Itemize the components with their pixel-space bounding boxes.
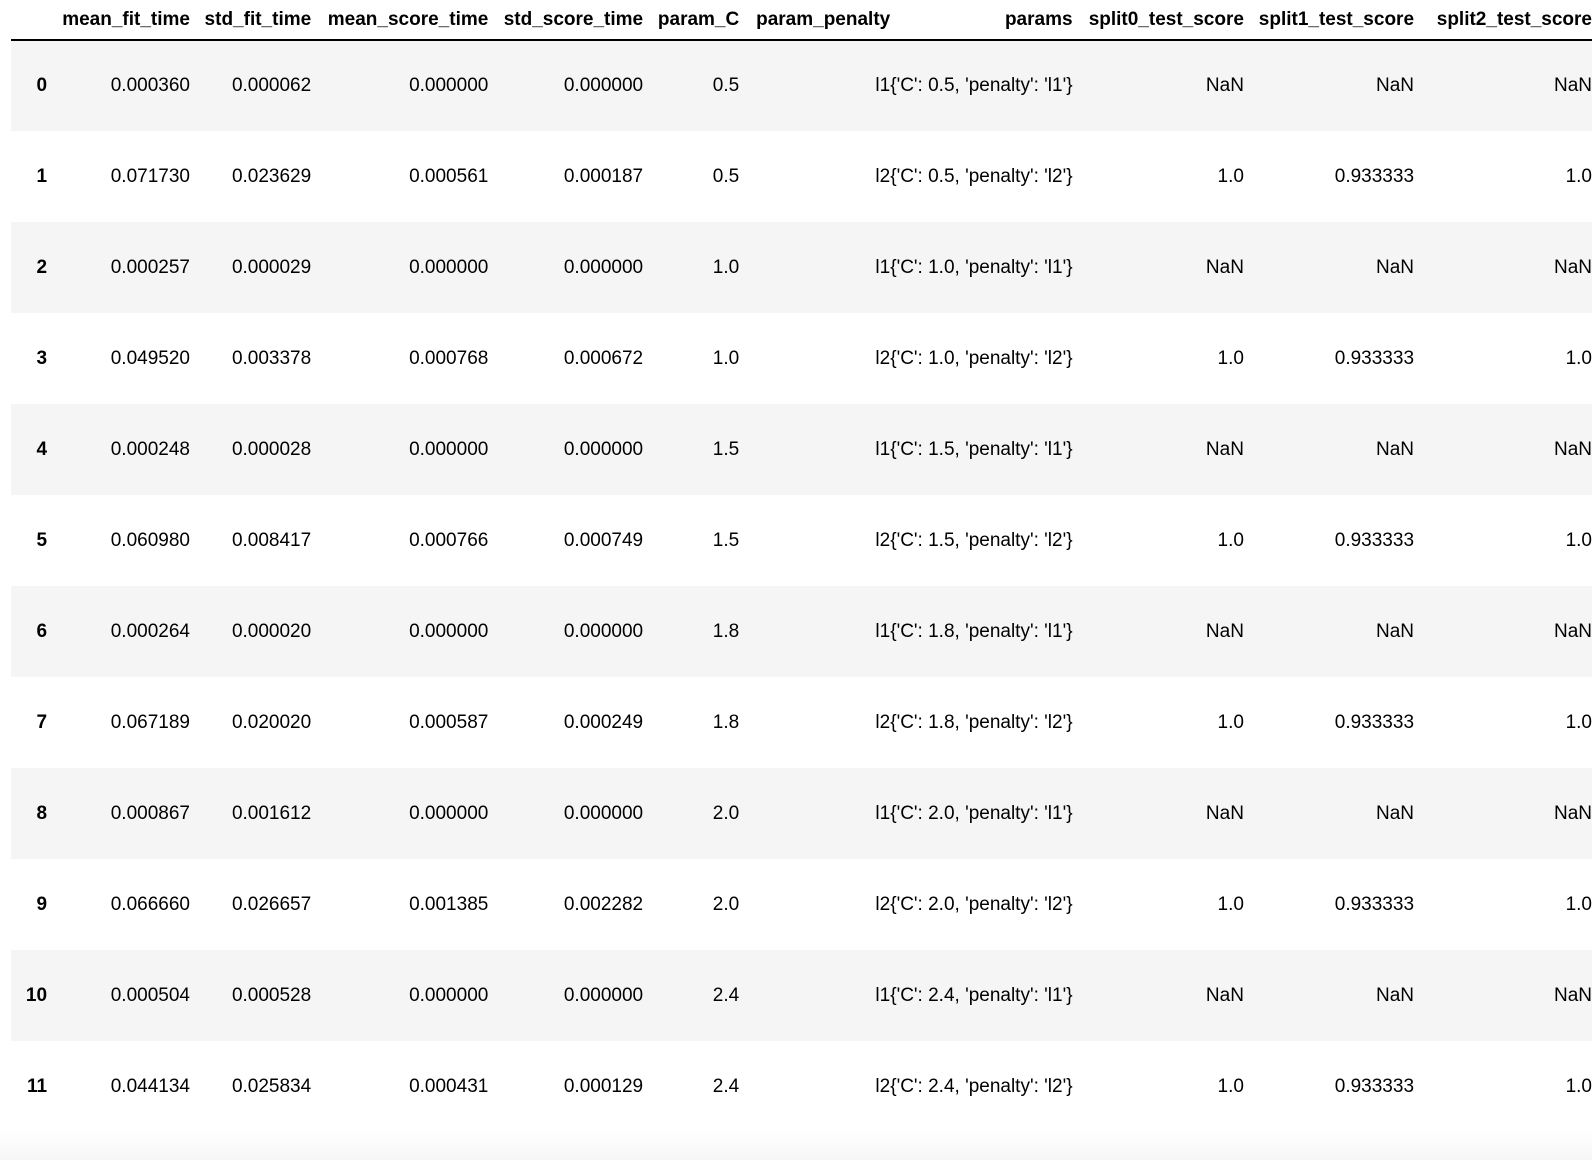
table-cell: l2	[875, 529, 891, 551]
table-cell: 0.000187	[563, 165, 644, 187]
table-cell: 0.025834	[231, 1075, 312, 1097]
table-cell: 0.000504	[110, 984, 190, 1006]
table-cell: 1.0	[1565, 893, 1592, 915]
table-cell: 1.0	[1217, 711, 1244, 733]
table-cell: NaN	[1553, 620, 1592, 642]
table-cell: 0.000587	[409, 711, 489, 733]
table-cell: NaN	[1205, 256, 1244, 278]
table-cell: 0.000248	[110, 438, 190, 460]
table-cell: 0.003378	[231, 347, 312, 369]
column-header: mean_fit_time	[47, 0, 190, 40]
table-cell: NaN	[1205, 802, 1244, 824]
table-cell: 1.0	[1565, 347, 1592, 369]
column-header: params	[890, 0, 1072, 40]
table-cell: 1.0	[1217, 165, 1244, 187]
table-cell: 0.000028	[231, 438, 312, 460]
table-cell: 0.001385	[409, 893, 489, 915]
table-cell: l1	[875, 75, 891, 96]
row-index: 1	[36, 165, 48, 187]
table-cell: 2.0	[712, 893, 740, 915]
table-cell: 0.000000	[563, 802, 644, 824]
table-cell: 1.0	[1217, 893, 1244, 915]
table-cell: 0.000020	[231, 620, 312, 642]
table-cell: 0.000264	[110, 620, 190, 642]
table-cell: 0.000561	[409, 165, 489, 187]
params-cell: {'C': 1.0, 'penalty': 'l1'}	[890, 256, 1073, 278]
table-cell: 0.000000	[563, 438, 644, 460]
table-cell: NaN	[1205, 984, 1244, 1006]
table-cell: 1.0	[1565, 529, 1592, 551]
table-cell: 1.0	[712, 256, 740, 278]
table-cell: 1.0	[1217, 347, 1244, 369]
table-cell: 0.000257	[110, 256, 190, 278]
params-cell: {'C': 0.5, 'penalty': 'l1'}	[890, 75, 1073, 96]
table-row	[11, 313, 1592, 404]
table-cell: 0.000749	[563, 529, 644, 551]
table-cell: 0.000672	[563, 347, 644, 369]
table-cell: 0.008417	[231, 529, 312, 551]
column-header: split1_test_score	[1244, 0, 1414, 40]
table-cell: 0.933333	[1334, 529, 1415, 551]
table-cell: l2	[875, 347, 891, 369]
table-row	[11, 131, 1592, 222]
params-cell: {'C': 0.5, 'penalty': 'l2'}	[890, 165, 1073, 187]
table-cell: 0.933333	[1334, 711, 1415, 733]
table-cell: NaN	[1376, 438, 1415, 460]
table-cell: 0.000000	[563, 620, 644, 642]
table-cell: NaN	[1553, 438, 1592, 460]
table-cell: 1.8	[712, 711, 740, 733]
table-cell: 0.000000	[409, 256, 489, 278]
table-row	[11, 768, 1592, 859]
table-cell: 1.5	[712, 438, 740, 460]
table-cell: 1.0	[1565, 711, 1592, 733]
row-index: 4	[36, 438, 48, 460]
table-cell: 2.4	[712, 1075, 740, 1097]
table-cell: 2.0	[712, 802, 740, 824]
table-cell: l1	[875, 256, 891, 278]
table-cell: NaN	[1376, 984, 1415, 1006]
table-cell: l1	[875, 620, 891, 642]
column-header: split2_test_score	[1414, 0, 1592, 40]
table-cell: NaN	[1376, 802, 1415, 824]
row-index: 5	[36, 529, 48, 551]
table-cell: 0.000000	[409, 438, 489, 460]
table-cell: 0.000000	[409, 802, 489, 824]
table-cell: 0.5	[712, 165, 740, 187]
index-header	[11, 0, 47, 40]
table-cell: l1	[875, 984, 891, 1006]
table-cell: 0.933333	[1334, 165, 1415, 187]
table-cell: NaN	[1553, 984, 1592, 1006]
table-body	[11, 40, 1592, 1132]
scroll-fade	[0, 1130, 1592, 1160]
table-cell: 0.000000	[563, 75, 644, 96]
params-cell: {'C': 2.0, 'penalty': 'l2'}	[890, 893, 1073, 915]
table-row	[11, 950, 1592, 1041]
table-row	[11, 677, 1592, 768]
table-cell: 0.000431	[409, 1075, 489, 1097]
table-cell: 0.000000	[409, 620, 489, 642]
table-cell: 0.000000	[563, 984, 644, 1006]
params-cell: {'C': 1.5, 'penalty': 'l1'}	[890, 438, 1073, 460]
table-cell: 0.001612	[231, 802, 312, 824]
table-cell: 0.000249	[563, 711, 644, 733]
column-header: mean_score_time	[311, 0, 488, 40]
row-index: 7	[36, 711, 48, 733]
table-cell: 0.002282	[563, 893, 644, 915]
params-cell: {'C': 2.0, 'penalty': 'l1'}	[890, 802, 1073, 824]
table-cell: l2	[875, 1075, 891, 1097]
table-cell: 0.000000	[409, 984, 489, 1006]
column-header: std_score_time	[488, 0, 643, 40]
dataframe-table	[11, 0, 1592, 1132]
column-header: split0_test_score	[1073, 0, 1244, 40]
table-cell: l2	[875, 893, 891, 915]
table-cell: NaN	[1553, 75, 1592, 96]
table-cell: 0.933333	[1334, 1075, 1415, 1097]
table-cell: NaN	[1205, 438, 1244, 460]
table-row	[11, 859, 1592, 950]
row-index: 6	[36, 620, 48, 642]
table-row	[11, 404, 1592, 495]
table-cell: 1.0	[1565, 165, 1592, 187]
params-cell: {'C': 2.4, 'penalty': 'l1'}	[890, 984, 1073, 1006]
row-index: 10	[25, 984, 48, 1006]
table-cell: 1.0	[1217, 1075, 1244, 1097]
table-cell: 2.4	[712, 984, 740, 1006]
table-cell: NaN	[1553, 256, 1592, 278]
table-cell: l1	[875, 802, 891, 824]
table-cell: l1	[875, 438, 891, 460]
table-cell: NaN	[1376, 75, 1415, 96]
table-row	[11, 586, 1592, 677]
row-index: 11	[26, 1075, 48, 1097]
table-cell: 0.044134	[110, 1075, 190, 1097]
params-cell: {'C': 1.5, 'penalty': 'l2'}	[890, 529, 1073, 551]
table-cell: 0.933333	[1334, 347, 1415, 369]
column-header: std_fit_time	[190, 0, 311, 40]
table-cell: 0.020020	[231, 711, 312, 733]
table-cell: 0.049520	[110, 347, 190, 369]
table-cell: 0.000768	[409, 347, 489, 369]
table-cell: 0.000000	[563, 256, 644, 278]
table-cell: 1.8	[712, 620, 740, 642]
table-cell: NaN	[1553, 802, 1592, 824]
table-cell: 0.000867	[110, 802, 190, 824]
table-cell: NaN	[1205, 75, 1244, 96]
table-cell: 0.000129	[563, 1075, 644, 1097]
table-row	[11, 1041, 1592, 1132]
table-row	[11, 495, 1592, 586]
table-cell: 0.000360	[110, 75, 190, 96]
row-index: 2	[36, 256, 48, 278]
table-cell: NaN	[1205, 620, 1244, 642]
table-cell: NaN	[1376, 256, 1415, 278]
params-cell: {'C': 1.0, 'penalty': 'l2'}	[890, 347, 1073, 369]
table-cell: 0.026657	[231, 893, 312, 915]
table-cell: 0.000000	[409, 75, 489, 96]
table-cell: 1.5	[712, 529, 740, 551]
table-cell: 0.023629	[231, 165, 312, 187]
table-cell: 0.067189	[110, 711, 190, 733]
table-cell: 0.000528	[231, 984, 312, 1006]
table-cell: NaN	[1376, 620, 1415, 642]
table-row	[11, 40, 1592, 131]
row-index: 8	[36, 802, 48, 824]
table-cell: 1.0	[1217, 529, 1244, 551]
table-cell: l2	[875, 165, 891, 187]
params-cell: {'C': 2.4, 'penalty': 'l2'}	[890, 1075, 1073, 1097]
table-cell: 0.000766	[409, 529, 489, 551]
table-cell: 0.066660	[110, 893, 190, 915]
column-header: param_C	[643, 0, 739, 40]
table-cell: 0.071730	[110, 165, 190, 187]
header-row	[11, 0, 1592, 40]
table-cell: 1.0	[712, 347, 740, 369]
table-row	[11, 222, 1592, 313]
table-cell: 0.060980	[110, 529, 190, 551]
table-cell: 0.5	[712, 75, 740, 96]
row-index: 3	[36, 347, 48, 369]
table-cell: 0.000062	[231, 75, 312, 96]
row-index: 9	[36, 893, 48, 915]
table-cell: 0.933333	[1334, 893, 1415, 915]
params-cell: {'C': 1.8, 'penalty': 'l2'}	[890, 711, 1073, 733]
column-header: param_penalty	[739, 0, 890, 40]
table-header	[11, 0, 1592, 40]
table-cell: l2	[875, 711, 891, 733]
params-cell: {'C': 1.8, 'penalty': 'l1'}	[890, 620, 1073, 642]
row-index: 0	[36, 75, 48, 96]
table-cell: 1.0	[1565, 1075, 1592, 1097]
table-cell: 0.000029	[231, 256, 312, 278]
